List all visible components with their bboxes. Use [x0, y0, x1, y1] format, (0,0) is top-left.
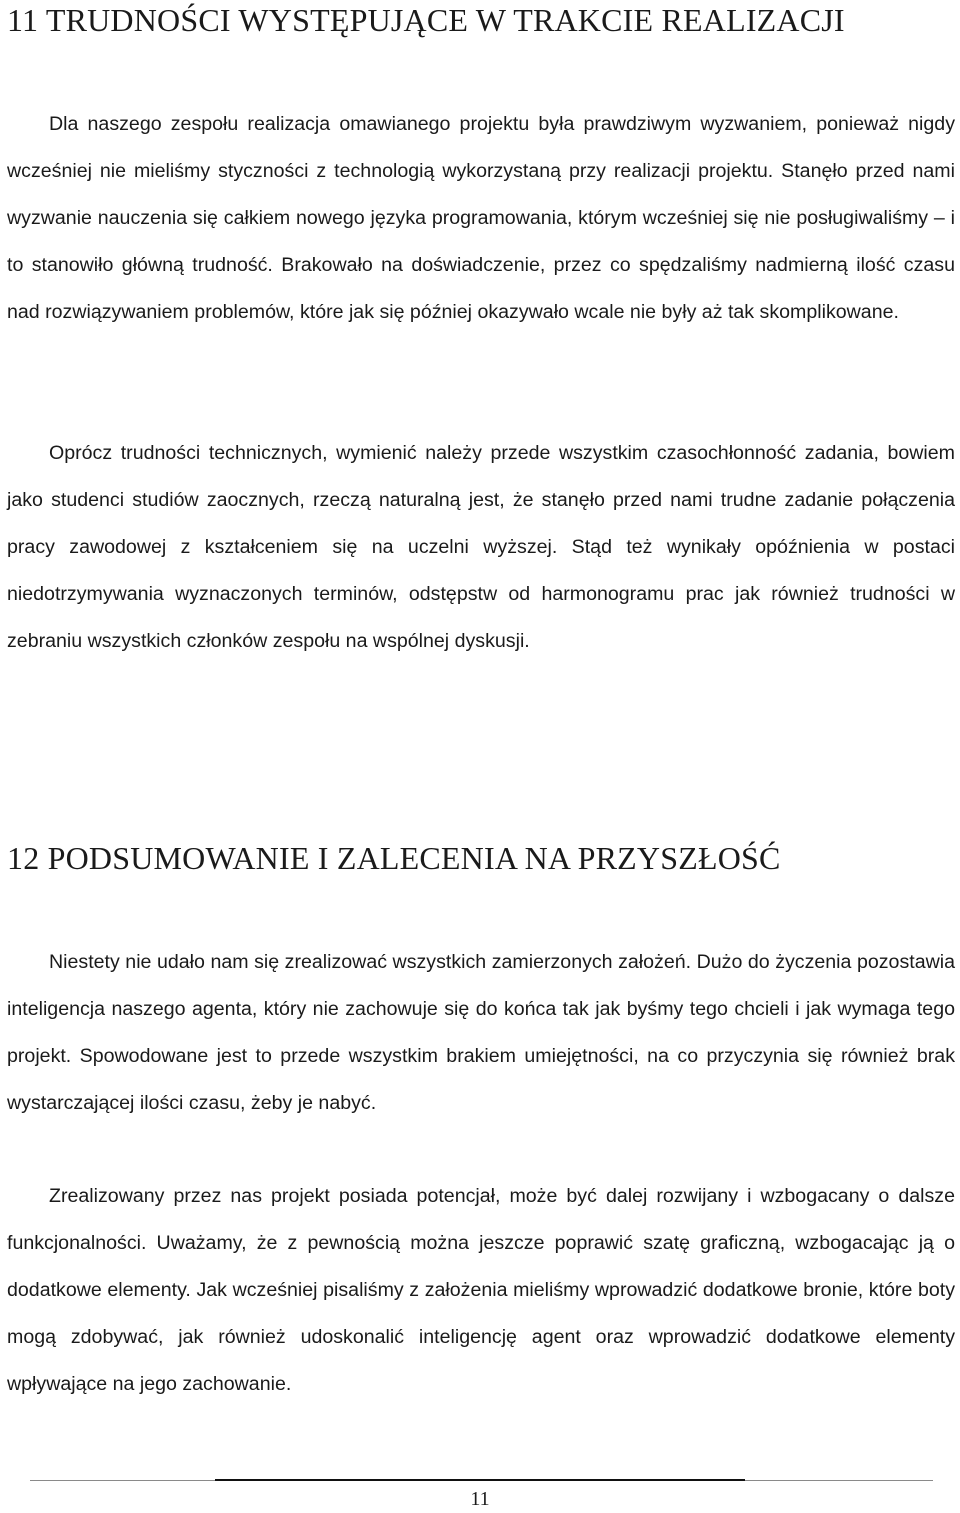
footer-divider-accent: [215, 1479, 745, 1481]
section-12-paragraph-2: Zrealizowany przez nas projekt posiada potencjał, może być dalej rozwijany i wzbogacany o dalsze funkcjonalności. Uważamy, że z pewnością można jeszcze poprawić szatę graficzną, wzbogacając ją o dodatkowe elementy. Jak wcześniej pisaliśmy z założenia mieliśmy wprowadzić dodatkowe bronie, które boty mogą zdobywać, jak również udoskonalić inteligencję agent oraz wprowadzić dodatkowe elementy wpływające na jego zachowanie.: [7, 1185, 955, 1395]
section-11-paragraph-1: Dla naszego zespołu realizacja omawianego projektu była prawdziwym wyzwaniem, ponieważ nigdy wcześniej nie mieliśmy styczności z technologią wykorzystaną przy realizacji projektu. Stanęło przed nami wyzwanie nauczenia się całkiem nowego języka programowania, którym wcześniej się nie posługiwaliśmy – i to stanowiło główną trudność. Brakowało na doświadczenie, przez co spędzaliśmy nadmierną ilość czasu nad rozwiązywaniem problemów, które jak się później okazywało wcale nie były aż tak skomplikowane.: [7, 113, 955, 323]
section-heading-12: 12 PODSUMOWANIE I ZALECENIA NA PRZYSZŁOŚĆ: [7, 840, 781, 876]
section-11-paragraph-2: Oprócz trudności technicznych, wymienić należy przede wszystkim czasochłonność zadania, bowiem jako studenci studiów zaocznych, rzeczą naturalną jest, że stanęło przed nami trudne zadanie połączenia pracy zawodowej z kształceniem się na uczelni wyższej. Stąd też wynikały opóźnienia w postaci niedotrzymywania wyznaczonych terminów, odstępstw od harmonogramu prac jak również trudności w zebraniu wszystkich członków zespołu na wspólnej dyskusji.: [7, 442, 955, 652]
section-12-paragraph-1: Niestety nie udało nam się zrealizować wszystkich zamierzonych założeń. Dużo do życzenia pozostawia inteligencja naszego agenta, który nie zachowuje się do końca tak jak byśmy tego chcieli i jak wymaga tego projekt. Spowodowane jest to przede wszystkim brakiem umiejętności, na co przyczynia się również brak wystarczającej ilości czasu, żeby je nabyć.: [7, 951, 955, 1114]
page-number: 11: [470, 1488, 490, 1510]
section-heading-11: 11 TRUDNOŚCI WYSTĘPUJĄCE W TRAKCIE REALIZACJI: [7, 2, 845, 38]
